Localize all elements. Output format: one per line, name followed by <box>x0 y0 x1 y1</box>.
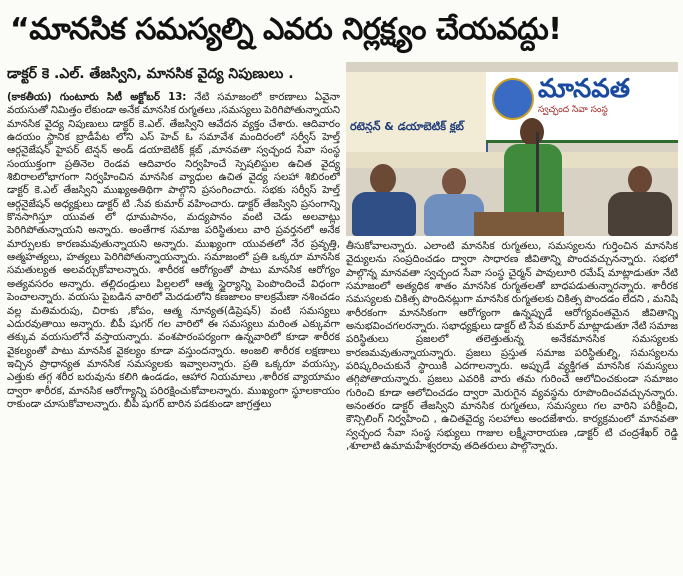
photo-podium <box>474 212 564 236</box>
subheadline: డాక్టర్ కె .ఎల్. తేజస్విని, మానసిక వైద్య నిపుణులు . <box>7 66 294 82</box>
dateline: (కాకతీయ) గుంటూరు సిటీ అక్టోబర్ 13: <box>7 92 187 103</box>
article-paragraph-left <box>7 91 340 411</box>
right-column-text: తీసుకోవాలన్నారు. ఎలాంటి మానసిక రుగ్మతలు, సమస్యలను గుర్తించిన మానసిక వైద్యులను సంప్రదించడం ద్వారా సాధారణ జీవితాన్ని పొందవచ్చునన్నారు. సభలో పాల్గొన్న మానవతా స్వచ్ఛంద సేవా సంస్థ చైర్మన్ పావులూరి రమేష్ మాట్లాడుతూ నేటి సమాజంలో అత్యధిక శాతం మానసిక రుగ్మతలతో బాధపడుతున్నారన్నారు. శారీరక సమస్యలకు చికిత్స పొందినట్లుగా మానసిక రుగ్మతలకు చికిత్స పొందడం లేదని , మనిషి శారీరకంగా మానసికంగా ఆరోగ్యంగా ఉన్నప్పుడే ఆరోగ్యవంతమైన జీవితాన్ని అనుభవించగలరన్నారు. సభాధ్యక్షులు డాక్టర్ టి సేవ కుమార్ మాట్లాడుతూ నేటి సమాజ పరిస్థితులు ప్రజలలో తలెత్తుతున్న అనేకమానసిక సమస్యలకు కారణమవుతున్నాయన్నారు. ప్రజలు ప్రస్తుత సమాజ పరిస్థితుల్ని, సమస్యలను పరిష్కరించుకునే స్థాయికి ఎదగాలన్నారు. అప్పుడే వ్యక్తిగత మానసిక సమస్యలు తగ్గిపోతాయన్నారు. ప్రజలు ఎవరికి వారు తమ గురించే ఆలోచించకుండా సమాజం గురించి కూడా ఆలోచించడం ద్వారా మెరుగైన వ్యవస్థను రూపొందించవచ్చునన్నారు. అనంతరం డాక్టర్ తేజస్విని మానసిక రుగ్మతలు, సమస్యలు గల వారిని పరీక్షించి, కౌన్సిలింగ్ నిర్వహించి , ఉచితవైద్య సలహాలు అందజేశారు. కార్యక్రమంలో మానవతా స్వచ్ఛంద సేవా సంస్థ సభ్యులు గాజుల లక్ష్మీనారాయణ ,డాక్టర్ టి చంద్రశేఖర్ రెడ్డి ,శూలాటి ఉమామహేశ్వరరావు తదితరులు పాల్గొన్నారు. <box>346 241 678 453</box>
organization-emblem-icon <box>492 78 534 120</box>
photo-person-seated-3 <box>602 164 676 236</box>
headline: “మానసిక సమస్యల్ని ఎవరు నిర్లక్ష్యం చేయవద్దు! <box>10 12 562 47</box>
event-photo <box>346 62 678 236</box>
photo-banner-right-subtitle: స్వచ్ఛంద సేవా సంస్థ <box>538 105 608 115</box>
photo-banner-left <box>346 72 488 152</box>
photo-banner-left-text: రటెన్షన్ & డయాబెటిక్ క్లబ్ <box>350 120 464 133</box>
article-column-left <box>7 91 340 573</box>
photo-banner-right-title: మానవత <box>538 74 631 104</box>
photo-person-seated-1 <box>348 162 420 236</box>
left-column-text: నేటి సమాజంలో కారణాలు ఏవైనా వయసుతో నిమిత్తం లేకుండా అనేక మానసిక రుగ్మతలు ,సమస్యలు పెరిగిపోతున్నాయని మానసిక వైద్య నిపుణులు డాక్టర్ కె.ఎల్. తేజస్విని ఆవేదన వ్యక్తం చేశారు. ఆదివారం ఉదయం స్థానిక బ్రాడీపేట లోని ఎస్ హెచ్ ఓ సమావేశ మందిరంలో సర్వీస్ హెల్త్ ఆర్గనైజేషన్ హైపర్ టెన్షన్ అండ్ డయాబెటిక్ క్లబ్ ,మానవతా స్వచ్ఛంద సేవా సంస్థ సంయుక్తంగా ప్రతినెల రెండవ ఆదివారం నిర్వహించే స్పెషలిస్టుల ఉచిత వైద్య శిబిరాలలోభాగంగా నిర్వహించిన మానసిక వ్యాధుల ఉచిత వైద్య సలహా శిబిరంలో డాక్టర్ కె.ఎల్ తేజస్విని ముఖ్యఅతిథిగా పాల్గొని ప్రసంగించారు. సభకు సర్వీస్ హెల్త్ ఆర్గనైజేషన్ అధ్యక్షులు డాక్టర్ టి .సేవ కుమార్ వహించారు. డాక్టర్ తేజస్విని ప్రసంగాన్ని కొనసాగిస్తూ యువత లో ధూమపానం, మద్యపానం వంటి చెడు అలవాట్లు పెరిగిపోతున్నాయని అన్నారు. అంతేగాక సమాజ పరిస్థితులు వారి ప్రవర్తనలో అనేక మార్పులకు కారణమవుతున్నాయని అన్నారు. ముఖ్యంగా యువతలో నేర ప్రవృత్తి, ఆత్మహత్యలు, హత్యలు పెరిగిపోతున్నాయన్నారు. సమాజంలో ప్రతి ఒక్కరూ మానసిక సమతుల్యత అలవర్చుకోవాలన్నారు. శారీరక ఆరోగ్యంతో పాటు మానసిక ఆరోగ్యం అత్యవసరం అన్నారు. తల్లిదండ్రులు పిల్లలలో ఆత్మ స్థైర్యాన్ని పెంపొందించే విధంగా పెంచాలన్నారు. వయసు పైబడిన వారిలో మెదడులోని కణజాలం కాలక్రమేణా నశించడం వల్ల మతిమరుపు, చిరాకు ,కోపం, ఆత్మ నూన్యత(డిప్రెషన్) వంటి సమస్యలు ఎదురవుతాయి అన్నారు. బీపీ షుగర్ గల వారిలో ఈ సమస్యలు మరింత ఎక్కువగా తక్కువ వయసులోనే వస్తాయన్నారు. వంశపారంపర్యంగా ఉన్నవారిలో కూడా శారీరక వైకల్యంతో పాటు మానసిక వైకల్యం కూడా వస్తుందన్నారు. అంజలి శారీరక లక్షణాలు ఇచ్చిన ప్రాధాన్యత మానసిక సమస్యలకు ఇవ్వాలన్నారు. ప్రతి ఒక్కరూ వయస్సు, ఎత్తుకు తగ్గ శరీర బరువును కలిగి ఉండడం, ఆహార నియమాలు ,శారీరక వ్యాయామం ద్వారా శారీరక, మానసిక ఆరోగ్యాన్ని పరిరక్షించుకోవాలన్నారు. ముఖ్యంగా స్థూలకాయం రాకుండా చూసుకోవాలన్నారు. బీపీ షుగర్ బారిన పడకుండా జాగ్రత్తలు <box>7 92 340 410</box>
photo-microphone <box>536 132 539 212</box>
article-column-right <box>346 240 678 573</box>
